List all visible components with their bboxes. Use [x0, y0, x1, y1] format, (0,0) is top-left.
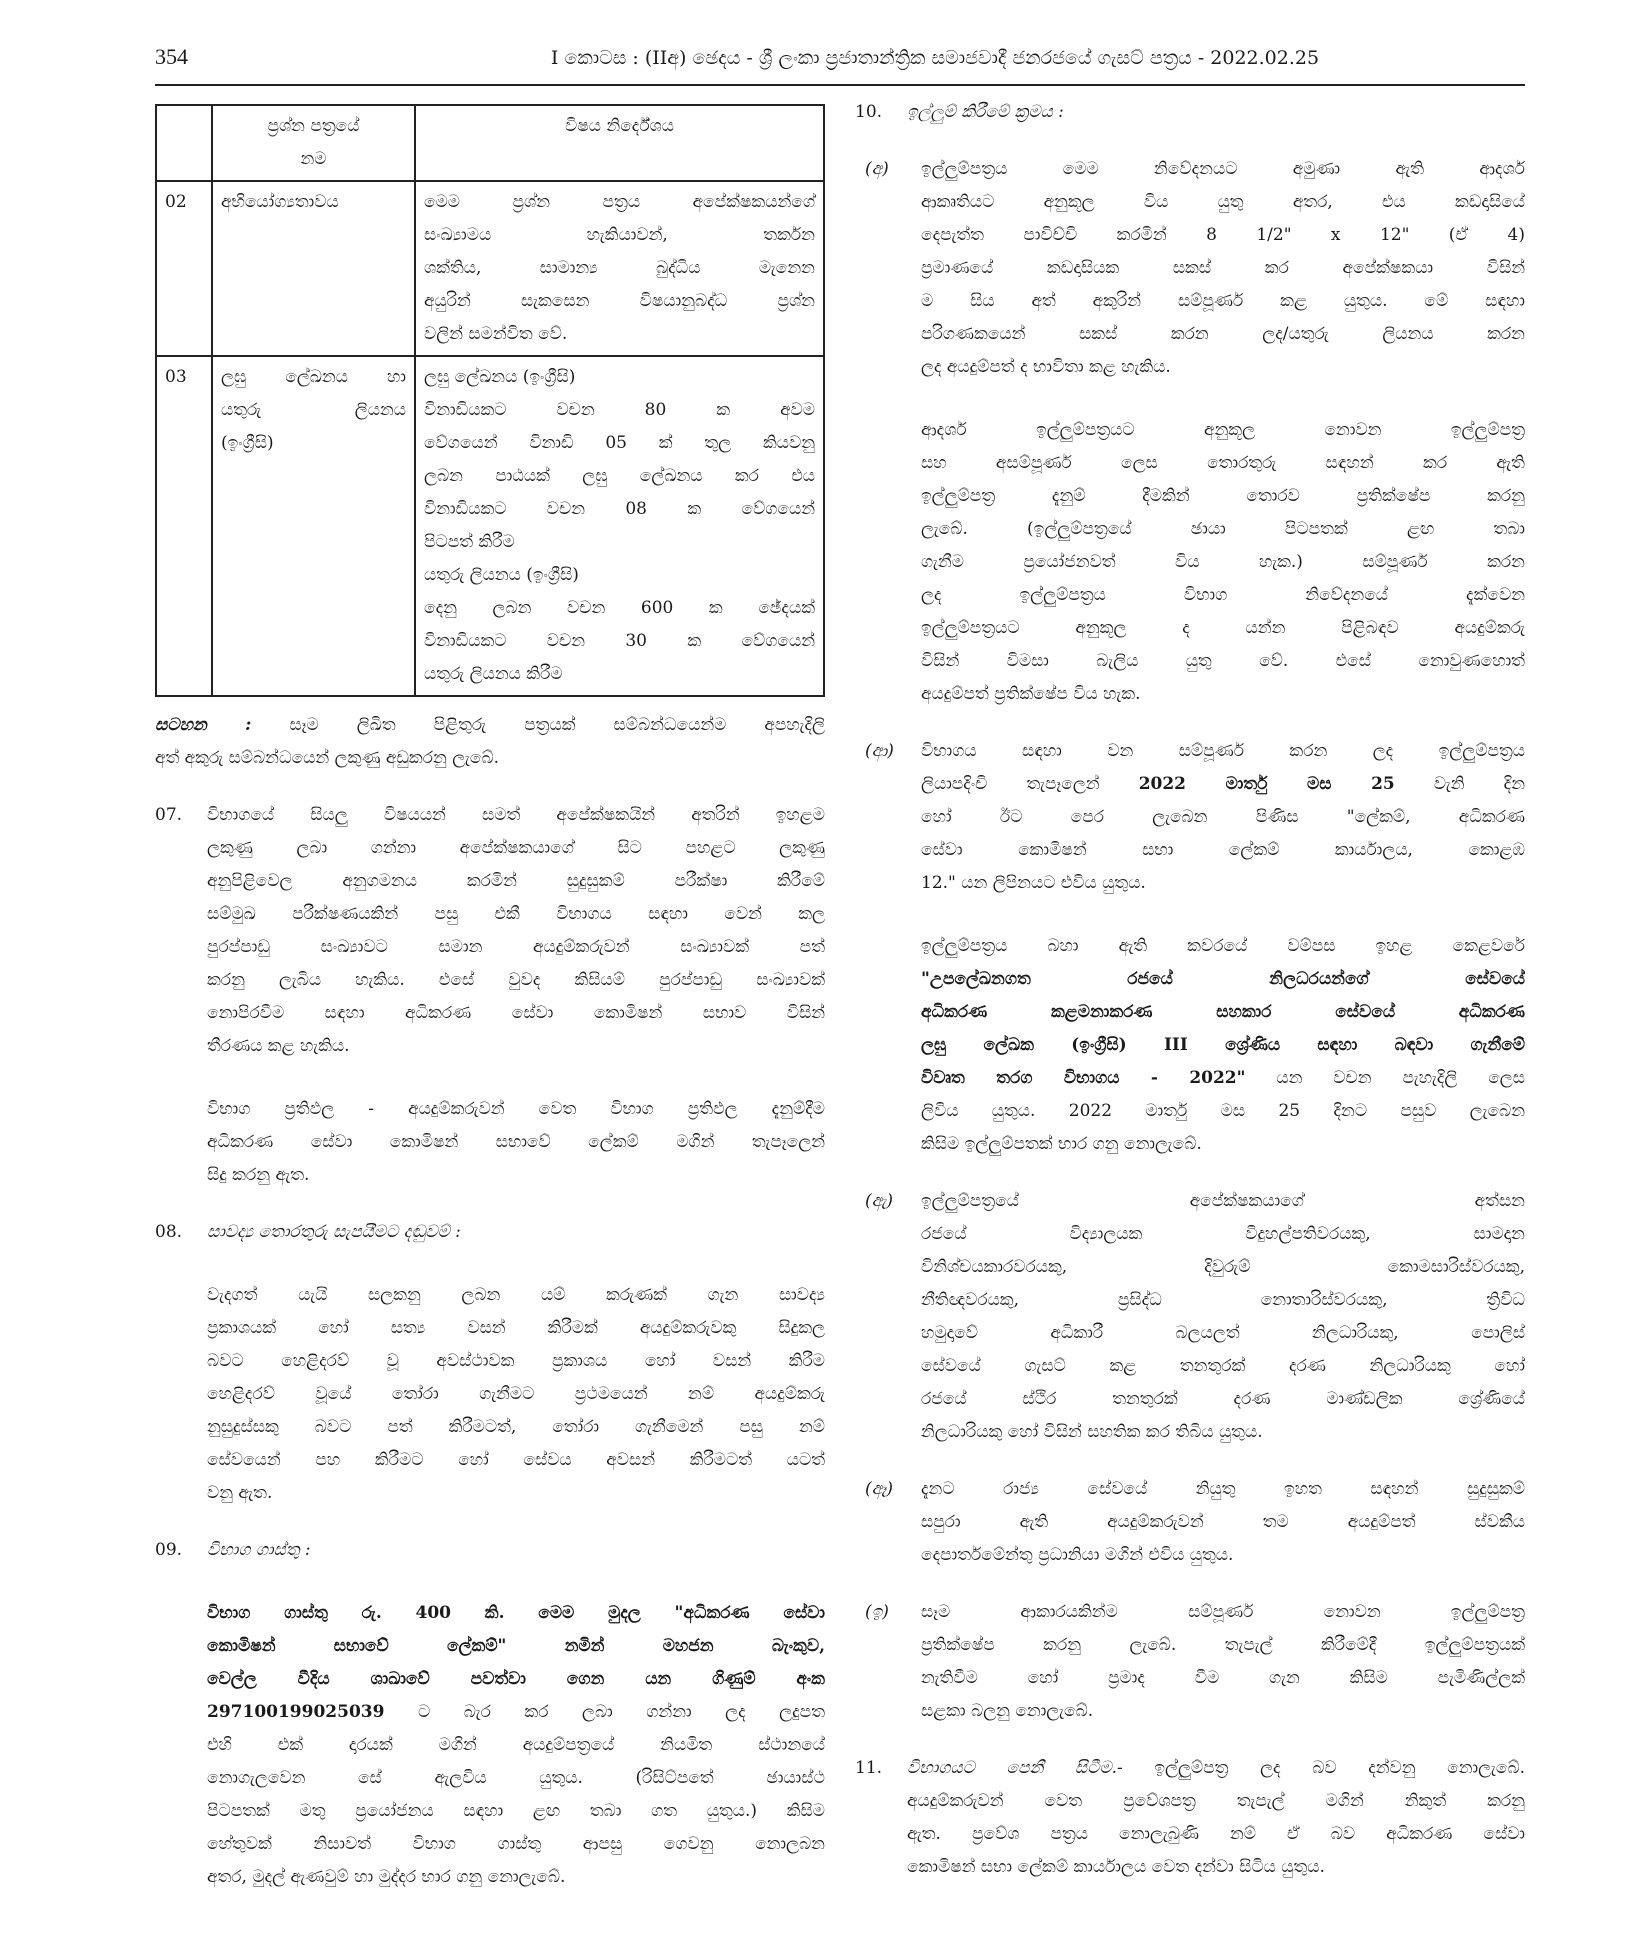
- text-line: සේවයෙන් පහ කිරීමට හෝ සේවය අවසන් කිරීමටත් යටත්: [207, 1450, 825, 1470]
- subsection-aa: [865, 735, 1525, 1161]
- subsection-ae: [865, 1185, 1525, 1449]
- paper-name-line: ලඝු ලේඛනය හා: [221, 367, 406, 387]
- text-line: නොගැලවෙන සේ ඇලවිය යුතුය. (රිසිට්පතේ ඡායාස්ථ: [207, 1768, 825, 1788]
- right-column: [855, 96, 1525, 1884]
- section-08: [155, 1216, 825, 1510]
- subsection-mark: (ඇ): [865, 1191, 894, 1211]
- text-line: දැනට රාජ්‍ය සේවයේ නියුතු ඉහත සඳහන් සුදුසුකම්: [921, 1479, 1525, 1499]
- section-number: 08.: [155, 1222, 183, 1242]
- syllabus-line: ලඝු ලේඛනය (ඉංග්‍රීසි): [424, 367, 576, 387]
- text-line: දෙපැත්ත පාවිච්චි කරමින් 8 1/2" x 12" (ඒ 4): [921, 225, 1525, 245]
- row-num: 03: [156, 356, 212, 696]
- header-paper-name: [212, 105, 415, 181]
- paper-name-line: (ඉංග්‍රීසි): [221, 433, 274, 453]
- text-line: අතර, මුදල් ඇණවුම් හා මුද්දර භාර ගනු නොලැබේ.: [207, 1867, 566, 1887]
- text-line: වෙල්ල වීදිය ශාඛාවේ පවත්වා ගෙන යන ගිණුම් අංක: [207, 1669, 825, 1689]
- text-line: ලද ඉල්ලුම්පත්‍රය විභාග නිවේදනයේ දැක්වෙන: [921, 585, 1525, 605]
- section-number: 10.: [855, 102, 883, 122]
- text-line: 12." යන ලිපිනයට එවිය යුතුය.: [921, 873, 1146, 893]
- text-line: හෝ ඊට පෙර ලැබෙන පිණිස "ලේකම්, අධිකරණ: [921, 807, 1525, 827]
- text-line: කොමිෂන් සභාවේ ලේකම්" නමින් මහජන බැංකුව,: [207, 1636, 825, 1656]
- text-line: සම්මුඛ පරීක්ෂණයකින් පසු එකී විභාගය සඳහා වෙන් කල: [207, 904, 825, 924]
- text-line: නුසුදුස්සකු බවට පත් කිරීමටත්, තෝරා ගැනීමෙන් පසු නම්: [207, 1417, 825, 1437]
- text-line: ම සිය අත් අකුරින් සම්පූර්ණ කළ යුතුය. මේ සඳහා: [921, 291, 1525, 311]
- syllabus-line: මෙම ප්‍රශ්න පත්‍රය අපේක්ෂකයන්ගේ: [424, 192, 815, 212]
- syllabus-line: සංඛ්‍යාමය හැකියාවන්, තර්කන: [424, 225, 815, 245]
- text-line: බවට හෙළිදරව් වූ අවස්ථාවක ප්‍රකාශය හෝ වසන් කිරීම: [207, 1351, 825, 1371]
- text-line: ගැනීම ප්‍රයෝජනවත් විය හැක.) සම්පූර්ණ කරන: [921, 552, 1525, 572]
- text-line: සේවා කොමිෂන් සභා ලේකම් කාර්යාලය, කොළඹ: [921, 840, 1525, 860]
- text-line: විභාගය සඳහා වන සම්පූර්ණ කරන ලද ඉල්ලුම්පත්‍රය: [921, 741, 1525, 761]
- paper-name-line: යතුරු ලියනය: [221, 400, 406, 420]
- table-row: [156, 356, 824, 696]
- subsection-mark: (ආ): [865, 741, 894, 761]
- syllabus-line: පිටපත් කිරීම: [424, 532, 515, 552]
- note-line: සෑම ලිඛිත පිළිතුරු පත්‍රයක් සම්බන්ධයෙන්ම අපහැදිලි: [289, 715, 825, 735]
- header-syllabus: විෂය නිර්දේශය: [415, 105, 824, 181]
- syllabus-line: දෙනු ලබන වචන 600 ක ඡේදයක්: [424, 598, 815, 618]
- text-line: ඉල්ලුම්පත්‍ර දැනුම් දීමකින් තොරව ප්‍රතික්ෂේප කරනු: [921, 486, 1525, 506]
- section-heading: ඉල්ලුම් කිරීමේ ක්‍රමය :: [907, 102, 1064, 122]
- text-line: ප්‍රතික්ෂේප කරනු ලැබේ. තැපැල් කිරීමේදී ඉල්ලුම්පත්‍රයක්: [921, 1635, 1525, 1655]
- subsection-mark: (ඈ): [865, 1479, 894, 1499]
- text-line: සපුරා ඇති අයදුම්කරුවන් තම අයදුම්පත් ස්වකීය: [921, 1512, 1525, 1532]
- text-line: පිටපතක් මතු ප්‍රයෝජනය සඳහා ළඟ තබා ගත යුතුය.) කිසිම: [207, 1801, 825, 1821]
- text-line: රජයේ ස්ථිර තනතුරක් දරණ මාණ්ඩලික ශ්‍රේණියේ: [921, 1389, 1525, 1409]
- text-line: ආදර්ශ ඉල්ලුම්පත්‍රයට අනුකූල නොවන ඉල්ලුම්පත්‍ර: [921, 420, 1525, 440]
- section-number: 09.: [155, 1540, 183, 1560]
- text-line: පරිගණකයෙන් සකස් කරන ලද/යතුරු ලියනය කරන: [921, 324, 1525, 344]
- text-line: හේතුවක් නිසාවත් විභාග ගාස්තු ආපසු ගෙවනු නොලබන: [207, 1834, 825, 1854]
- text-line: දෙපාර්තමේන්තු ප්‍රධානියා මගින් එවිය යුතුය.: [921, 1545, 1234, 1565]
- text-line: පුරප්පාඩු සංඛ්‍යාවට සමාන අයදුම්කරුවන් සංඛ්‍යාවක් පත්: [207, 937, 825, 957]
- text-line: නොපිරවීම සඳහා අධිකරණ සේවා කොමිෂන් සභාව විසින්: [207, 1003, 825, 1023]
- text-line: ලියාපදිංචි තැපෑලෙන්: [921, 774, 1139, 794]
- table-row: [156, 181, 824, 356]
- text-line: විභාග ගාස්තු රු. 400 කි. මෙම මුදල "අධිකරණ සේවා: [207, 1603, 825, 1623]
- text-line: ට බැර කර ලබා ගන්නා ලද ලදුපත: [384, 1702, 825, 1722]
- syllabus-line: ශක්තිය, සාමාන්‍ය බුද්ධිය මැනෙන: [424, 258, 815, 278]
- text-line: ප්‍රමාණයේ කඩදාසියක සකස් කර අපේක්ෂකයා විසින්: [921, 258, 1525, 278]
- exam-name-line: විවෘත තරග විභාගය - 2022": [921, 1068, 1246, 1088]
- row-num: 02: [156, 181, 212, 356]
- text-line: ප්‍රකාශයක් හෝ සත්‍ය වසන් කිරීමක් අයදුම්කරුවකු සිදුකල: [207, 1318, 825, 1338]
- text-line: එහි එක් දාරයක් මගින් අයදුම්පත්‍රයේ නියමිත ස්ථානයේ: [207, 1735, 825, 1755]
- section-09: [155, 1534, 825, 1894]
- text-line: ඉල්ලුම්පත්‍ර ලද බව දන්වනු නොලැබේ.: [1122, 1758, 1525, 1778]
- gazette-title: I කොටස : (IIඅ) ඡෙදය - ශ්‍රී ලංකා ප්‍රජාතාන්ත්‍රික සමාජවාදී ජනරජයේ ගැසට් පත්‍රය - 2022.02.25: [550, 47, 1320, 69]
- subsection-mark: (අ): [865, 159, 889, 179]
- header-rule: [155, 84, 1525, 86]
- text-line: යන වචන පැහැදිලි ලෙස: [1245, 1068, 1525, 1088]
- text-line: විසින් විමසා බැලිය යුතු වේ. එසේ නොවුණහොත්: [921, 651, 1525, 671]
- text-line: ලකුණු ලබා ගන්නා අපේක්ෂකයාගේ සිට පහළට ලකුණු: [207, 838, 825, 858]
- text-line: ඉල්ලුම්පත්‍රය බහා ඇති කවරයේ වම්පස ඉහළ කෙළවරේ: [921, 936, 1525, 956]
- subsection-mark: (ඉ): [865, 1602, 889, 1622]
- row-syllabus: [415, 181, 824, 356]
- text-line: ලිවිය යුතුය. 2022 මාර්තු මස 25 දිනට පසුව ලැබෙන: [921, 1101, 1525, 1121]
- section-11: [855, 1752, 1525, 1884]
- text-line: හෙළිදරව් වූයේ තෝරා ගැනීමට ප්‍රථමයෙන් නම් අයදුම්කරු: [207, 1384, 825, 1404]
- syllabus-line: ලබන පාඨයක් ලඝු ලේඛනය කර එය: [424, 466, 815, 486]
- section-number: 11.: [855, 1758, 883, 1778]
- text-line: ආකෘතියට අනුකූල විය යුතු අතර, එය කඩදාසියේ: [921, 192, 1525, 212]
- note-label: සටහන :: [155, 715, 252, 735]
- text-line: විභාගයේ සියලු විෂයයන් සමත් අපේක්ෂකයින් අතරින් ඉහළම: [207, 805, 825, 825]
- text-line: ඉල්ලුම්පත්‍රයේ අපේක්ෂකයාගේ අත්සන: [921, 1191, 1525, 1211]
- exam-name-line: අධිකරණ කළමනාකරණ සහකාර සේවයේ අධිකරණ: [921, 1002, 1525, 1022]
- text-line: සේවයේ ගැසට් කළ තනතුරක් දරණ නිලධාරියකු හෝ: [921, 1356, 1525, 1376]
- text-line: සළකා බලනු නොලැබේ.: [921, 1701, 1094, 1721]
- text-line: කොමිෂන් සභා ලේකම් කාර්යාලය වෙත දන්වා සිටිය යුතුය.: [907, 1857, 1325, 1877]
- text-line: ලැබේ. (ඉල්ලුම්පත්‍රයේ ඡායා පිටපතක් ළඟ තබා: [921, 519, 1525, 539]
- text-line: අධිකරණ සේවා කොමිෂන් සභාවේ ලේකම් මගින් තැපෑලෙන්: [207, 1132, 825, 1152]
- section-heading: විභාග ගාස්තු :: [207, 1540, 311, 1560]
- text-line: ඇත. ප්‍රවේශ පත්‍රය නොලැබුණි නම් ඒ බව අධිකරණ සේවා: [907, 1824, 1525, 1844]
- syllabus-line: යතුරු ලියනය කිරීම: [424, 664, 563, 684]
- text-line: වැදගත් යැයි සලකනු ලබන යම් කරුණක් ගැන සාවද්‍ය: [207, 1285, 825, 1305]
- text-line: වනු ඇත.: [207, 1483, 273, 1503]
- syllabus-line: යතුරු ලියනය (ඉංග්‍රීසි): [424, 565, 579, 585]
- exam-name-line: "උපලේඛනගත රජයේ නිලධරයන්ගේ සේවයේ: [921, 969, 1525, 989]
- text-line: කරනු ලැබිය හැකිය. එසේ වුවද කිසියම් පුරප්පාඩු සංඛ්‍යාවක්: [207, 970, 825, 990]
- syllabus-line: විනාඩියකට වචන 30 ක වේගයෙන්: [424, 631, 815, 651]
- text-line: වැනි දින: [1394, 774, 1525, 794]
- text-line: අයදුම්පත් ප්‍රතික්ෂේප විය හැක.: [921, 684, 1141, 704]
- text-line: නිලධාරියකු හෝ විසින් සහතික කර තිබිය යුතුය.: [921, 1422, 1263, 1442]
- section-heading: සාවද්‍ය තොරතුරු සැපයීමට දඬුවම් :: [207, 1222, 461, 1242]
- text-line: කිසිම ඉල්ලුම්පතක් භාර ගනු නොලැබේ.: [921, 1134, 1202, 1154]
- text-line: හමුදාවේ අධිකාරී බලයලත් නිලධාරියකු, පොලිස්: [921, 1323, 1525, 1343]
- text-line: තීරණය කළ හැකිය.: [207, 1036, 350, 1056]
- text-line: ලද අයදුම්පත් ද භාවිතා කළ හැකිය.: [921, 357, 1171, 377]
- syllabus-line: විනාඩියකට වචන 08 ක වේගයෙන්: [424, 499, 815, 519]
- section-number: 07.: [155, 805, 183, 825]
- text-line: සිදු කරනු ඇත.: [207, 1165, 310, 1185]
- text-line: ඉල්ලුම්පත්‍රයට අනුකූල ද යන්න පිළිබඳව අයදුම්කරු: [921, 618, 1525, 638]
- row-paper-name: අභියෝග්‍යතාවය: [212, 181, 415, 356]
- row-paper-name: [212, 356, 415, 696]
- section-10: [855, 96, 1525, 1728]
- subsection-a: [865, 153, 1525, 711]
- syllabus-line: වේගයෙන් විනාඩි 05 ක් තුල කියවනු: [424, 433, 815, 453]
- account-number: 297100199025039: [207, 1702, 385, 1722]
- header-paper-name-l2: නම: [300, 149, 327, 169]
- text-line: නීතිඥවරයකු, ප්‍රසිද්ධ නොතාරිස්වරයකු, ත්‍රිවිධ: [921, 1290, 1525, 1310]
- deadline-date: 2022 මාර්තු මස 25: [1138, 774, 1395, 794]
- syllabus-line: වලින් සමන්විත වේ.: [424, 324, 568, 344]
- subsection-aee: [865, 1473, 1525, 1572]
- text-line: විනිශ්චයකාරවරයකු, දිවුරුම් කොමසාරිස්වරයකු,: [921, 1257, 1525, 1277]
- text-line: සෑම ආකාරයකින්ම සම්පූර්ණ නොවන ඉල්ලුම්පත්‍ර: [921, 1602, 1525, 1622]
- syllabus-line: අයුරින් සැකසෙන විෂයානුබද්ධ ප්‍රශ්න: [424, 291, 815, 311]
- section-heading: විභාගයට පෙනී සිටීම.-: [907, 1758, 1123, 1778]
- text-line: රජයේ විද්‍යාලයක විදුහල්පතිවරයකු, සාමදාන: [921, 1224, 1525, 1244]
- text-line: සහ අසම්පූර්ණ ලෙස තොරතුරු සඳහන් කර ඇති: [921, 453, 1525, 473]
- text-line: විභාග ප්‍රතිඵල - අයදුම්කරුවන් වෙත විභාග ප්‍රතිඵල දැනුම්දීම: [207, 1099, 825, 1119]
- exam-name-line: ලඝු ලේඛක (ඉංග්‍රීසි) III ශ්‍රේණිය සඳහා බඳවා ගැනීමේ: [921, 1035, 1525, 1055]
- text-line: අයදුම්කරුවන් වෙත ප්‍රවේශපත්‍ර තැපැල් මගින් නිකුත් කරනු: [907, 1791, 1525, 1811]
- text-line: අනුපිළිවෙල අනුගමනය කරමින් සුදුසුකම් පරීක්ෂා කිරීමේ: [207, 871, 825, 891]
- syllabus-line: විනාඩියකට වචන 80 ක අවම: [424, 400, 815, 420]
- text-line: නැතිවීම හෝ ප්‍රමාද වීම ගැන කිසිම පැමිණිල්ලක්: [921, 1668, 1525, 1688]
- exam-syllabus-table: [155, 104, 825, 697]
- table-header-row: [156, 105, 824, 181]
- subsection-i: [865, 1596, 1525, 1728]
- text-line: ඉල්ලුම්පත්‍රය මෙම නිවේදනයට අමුණා ඇති ආදර්ශ: [921, 159, 1525, 179]
- page-header: [155, 32, 1525, 76]
- row-syllabus: [415, 356, 824, 696]
- page-number: 354: [155, 44, 188, 69]
- note-line: අත් අකුරු සම්බන්ධයෙන් ලකුණු අඩුකරනු ලැබේ.: [155, 748, 500, 768]
- section-07: [155, 799, 825, 1192]
- note-paragraph: [155, 709, 825, 775]
- header-num-cell: [156, 105, 212, 181]
- header-paper-name-l1: ප්‍රශ්න පත්‍රයේ: [267, 116, 360, 136]
- left-column: [155, 96, 825, 1894]
